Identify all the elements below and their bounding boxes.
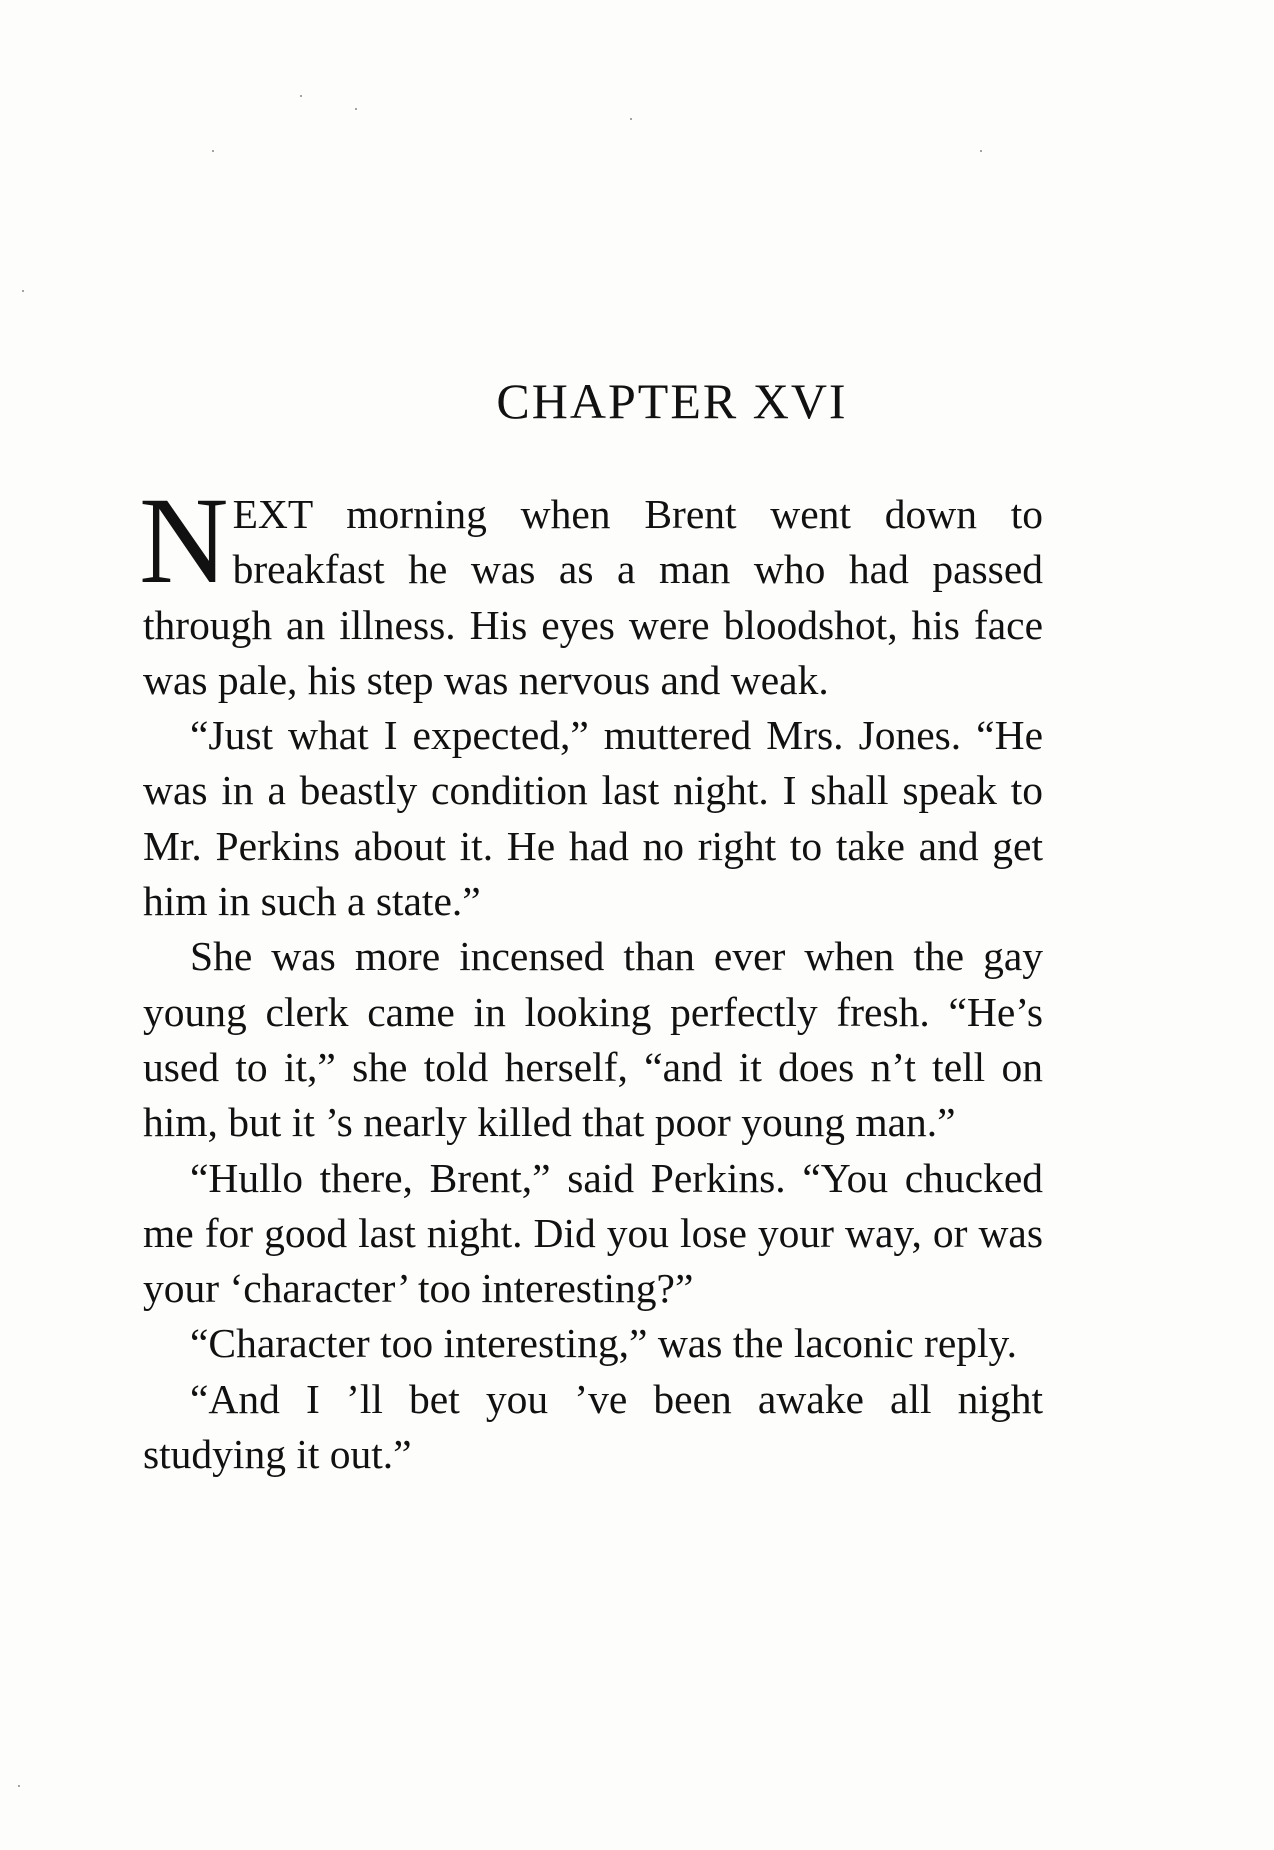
body-text [139,472,1043,1482]
paragraph: She was more incensed than ever when the gay young clerk came in looking perfectly fresh. “He’s used to it,” she told herself, “and it does n’t tell on him, but it ’s nearly killed that poor young man.” [143,933,1043,1146]
opening-text: EXT morning when Brent went down to breakfast he was as a man who had passed through an illness. His eyes were bloodshot, his face was pale, his step was nervous and weak. [143,491,1043,703]
paragraph: “Just what I expected,” muttered Mrs. Jones. “He was in a beastly condition last night. I shall speak to Mr. Perkins about it. He had no right to take and get him in such a state.” [143,712,1043,925]
paper-speck [300,95,302,97]
paper-speck [212,150,214,152]
paper-speck [18,1785,20,1787]
paper-speck [22,290,24,292]
paper-speck [355,108,357,110]
paragraph: “Hullo there, Brent,” said Perkins. “You chucked me for good last night. Did you lose your way, or was your ‘character’ too interesting?” [143,1154,1043,1312]
paper-speck [980,150,982,152]
paper-speck [630,118,632,120]
paragraph: “Character too interesting,” was the laconic reply. [190,1320,1017,1367]
paragraph: “And I ’ll bet you ’ve been awake all night studying it out.” [143,1375,1043,1478]
paragraph-opening [139,472,1043,708]
chapter-title: CHAPTER XVI [496,373,848,429]
drop-cap: N [139,472,229,609]
